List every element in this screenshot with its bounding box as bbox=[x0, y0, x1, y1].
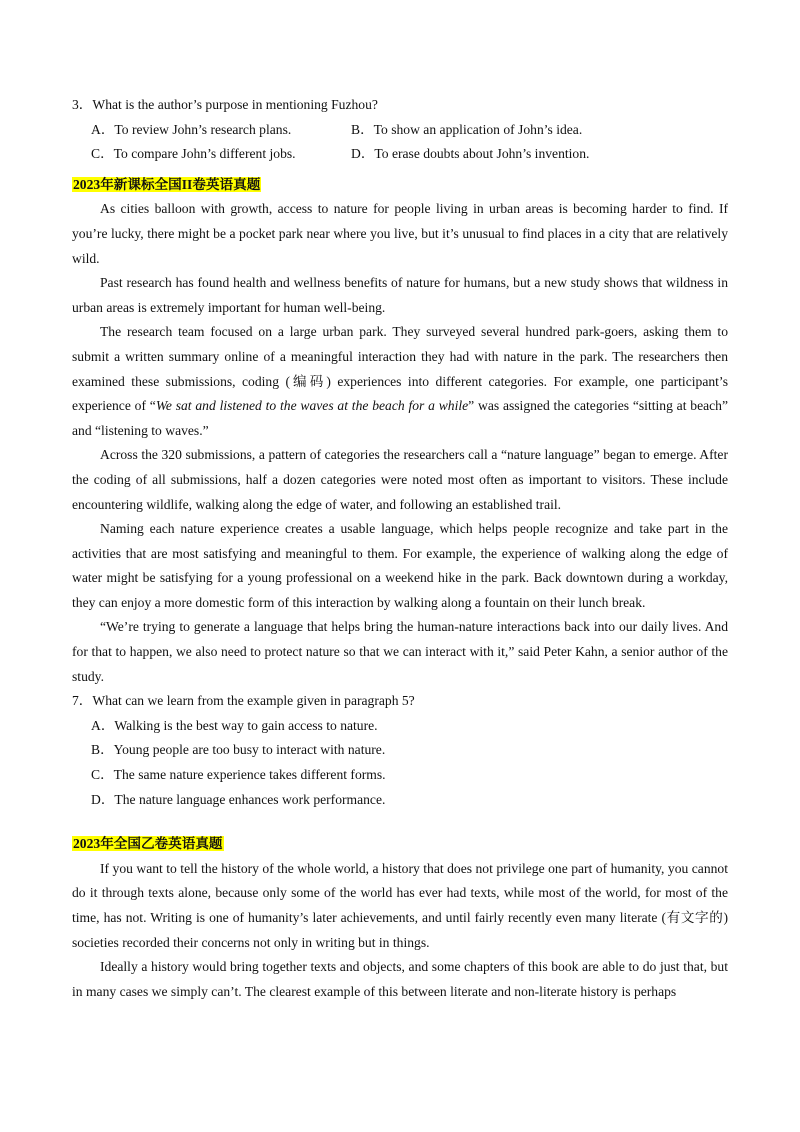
question-7-stem: 7．What can we learn from the example given in paragraph 5? bbox=[72, 693, 415, 709]
section-1-heading-text: 2023年新课标全国II卷英语真题 bbox=[73, 176, 261, 192]
section-1-paragraph-3 bbox=[72, 320, 728, 443]
section-2-paragraph-2: Ideally a history would bring together texts and objects, and some chapters of this book are able to do just that, but in many cases we simply can’t. The clearest example of this between literate and non-literate history is perhaps bbox=[72, 959, 728, 999]
section-1-paragraph-2: Past research has found health and wellness benefits of nature for humans, but a new study shows that wildness in urban areas is extremely important for human well-being. bbox=[72, 275, 728, 315]
paragraph-3-text-a: The research team focused on a large urban park. They surveyed several hundred park-goers, asking them to submit a written summary online of a meaningful interaction they had with nature in the park. The researchers then examined these submissions, coding (编码) experiences into different categories. For example, one participant’s experience of “ bbox=[72, 324, 728, 414]
question-7-option-a: A．Walking is the best way to gain access to nature. bbox=[91, 717, 378, 733]
section-2-paragraph-1: If you want to tell the history of the whole world, a history that does not privilege one part of humanity, you cannot do it through texts alone, because only some of the world has ever had texts, while most of the world, for most of the time, has not. Writing is one of humanity’s later achievements, and until fairly recently even many literate (有文字的) societies recorded their concerns not only in writing but in things. bbox=[72, 860, 728, 950]
section-spacer bbox=[72, 812, 728, 826]
paragraph-3-text-b: ” was assigned the categories “sitting at beach” and “listening to waves.” bbox=[72, 398, 728, 438]
section-1-heading bbox=[72, 173, 728, 198]
section-2-heading bbox=[72, 832, 728, 857]
section-1-paragraph-4: Across the 320 submissions, a pattern of categories the researchers call a “nature language” began to emerge. After the coding of all submissions, half a dozen categories were noted most often as important to visitors. These include encountering wildlife, walking along the edge of water, and following an established trail. bbox=[72, 447, 728, 512]
section-2-heading-text: 2023年全国乙卷英语真题 bbox=[73, 836, 223, 852]
question-3-options-row-1 bbox=[72, 118, 728, 143]
question-7-option-b: B．Young people are too busy to interact with nature. bbox=[91, 742, 386, 758]
question-3-option-b: B．To show an application of John’s idea. bbox=[351, 121, 583, 137]
question-3-option-c: C．To compare John’s different jobs. bbox=[91, 146, 296, 162]
section-1-paragraph-5: Naming each nature experience creates a usable language, which helps people recognize and take part in the activities that are most satisfying and meaningful to them. For example, the experience of walking along the edge of water might be satisfying for a young professional on a weekend hike in the park. Back downtown during a workday, they can enjoy a more domestic form of this interaction by walking along a fountain on their lunch break. bbox=[72, 521, 728, 610]
paragraph-3-quote: We sat and listened to the waves at the beach for a while bbox=[155, 398, 469, 414]
question-3-option-a: A．To review John’s research plans. bbox=[91, 121, 292, 137]
question-3-option-d: D．To erase doubts about John’s invention. bbox=[351, 146, 590, 162]
question-3-options-row-2 bbox=[72, 142, 728, 167]
question-7-option-d: D．The nature language enhances work performance. bbox=[91, 791, 386, 807]
document-content bbox=[72, 93, 728, 1004]
section-1-paragraph-6: “We’re trying to generate a language that helps bring the human-nature interactions back into our daily lives. And for that to happen, we also need to protect nature so that we can interact with it,” said Peter Kahn, a senior author of the study. bbox=[72, 619, 728, 684]
question-3-stem: 3．What is the author’s purpose in mentioning Fuzhou? bbox=[72, 97, 378, 112]
question-7-option-c: C．The same nature experience takes different forms. bbox=[91, 767, 386, 783]
section-1-paragraph-1: As cities balloon with growth, access to nature for people living in urban areas is becoming harder to find. If you’re lucky, there might be a pocket park near where you live, but it’s unusual to find places in a city that are relatively wild. bbox=[72, 201, 728, 266]
